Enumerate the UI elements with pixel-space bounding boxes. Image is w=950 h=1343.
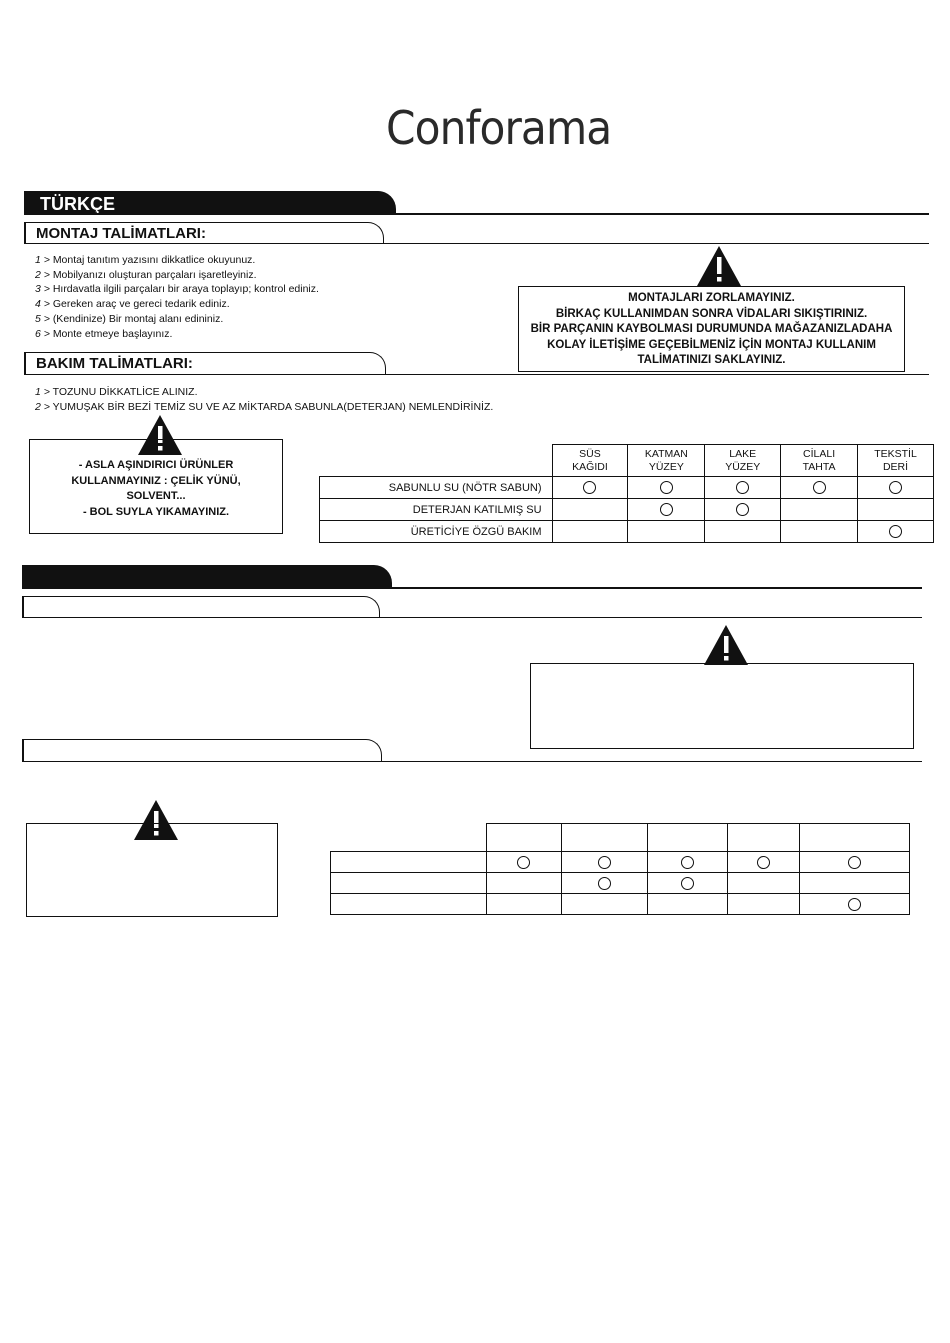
table-cell — [628, 521, 705, 543]
table-cell — [648, 852, 728, 873]
step-number: 2 > — [35, 268, 50, 281]
step-text: Mobilyanızı oluşturan parçaları işaretleyiniz. — [52, 268, 257, 281]
column-header-line: TAHTA — [802, 460, 836, 473]
table-row — [331, 894, 910, 915]
warning-line: BİR PARÇANIN KAYBOLMASI DURUMUNDA MAĞAZANIZLADAHA — [530, 323, 893, 335]
circle-mark-icon — [848, 856, 861, 869]
maintenance-heading: BAKIM TALİMATLARI: — [24, 352, 386, 374]
step-text: (Kendinize) Bir montaj alanı edininiz. — [52, 312, 224, 325]
circle-mark-icon — [660, 481, 673, 494]
step-number: 1 > — [35, 254, 50, 266]
table-cell — [486, 894, 561, 915]
care-table-blank — [330, 823, 910, 915]
section-rule — [24, 213, 929, 215]
circle-mark-icon — [517, 856, 530, 869]
step-number: 6 > — [35, 327, 50, 340]
column-header — [561, 824, 648, 852]
circle-mark-icon — [813, 481, 826, 494]
column-header-line: KAĞIDI — [572, 460, 608, 473]
warning-line: SOLVENT... — [126, 490, 186, 502]
maintenance-rule — [24, 374, 929, 375]
step-number: 2 > — [35, 400, 50, 413]
column-header — [781, 445, 858, 477]
row-label — [331, 894, 487, 915]
language-tab-blank — [22, 565, 392, 589]
table-cell — [858, 477, 934, 499]
maintenance-rule — [22, 761, 922, 762]
column-header-line: DERİ — [882, 460, 909, 473]
column-header — [705, 445, 781, 477]
table-cell — [552, 477, 628, 499]
table-cell — [648, 873, 728, 894]
table-cell — [800, 852, 910, 873]
circle-mark-icon — [681, 856, 694, 869]
step-text: YUMUŞAK BİR BEZİ TEMİZ SU VE AZ MİKTARDA SABUNLA(DETERJAN) NEMLENDİRİNİZ. — [52, 400, 494, 413]
table-cell — [552, 499, 628, 521]
column-header-line: YÜZEY — [725, 460, 761, 473]
column-header-line: KATMAN — [644, 447, 688, 460]
table-cell — [486, 852, 561, 873]
table-cell — [781, 477, 858, 499]
column-header-line: YÜZEY — [648, 460, 684, 473]
table-cell — [858, 521, 934, 543]
maintenance-warning-box-blank — [26, 823, 278, 917]
warning-line: KOLAY İLETİŞİME GEÇEBİLMENİZ İÇİN MONTAJ KULLANIM — [547, 338, 876, 351]
circle-mark-icon — [598, 877, 611, 890]
table-header-row — [331, 824, 910, 852]
list-item — [35, 400, 635, 415]
column-header — [486, 824, 561, 852]
column-header-line: CİLALI — [803, 447, 836, 460]
warning-line: - BOL SUYLA YIKAMAYINIZ. — [82, 505, 230, 518]
assembly-heading-blank — [22, 596, 380, 618]
table-header-row — [320, 445, 934, 477]
table-cell — [728, 873, 800, 894]
step-number: 1 > — [35, 386, 50, 398]
warning-line: BİRKAÇ KULLANIMDAN SONRA VİDALARI SIKIŞTIRINIZ. — [555, 307, 868, 320]
list-item — [35, 312, 505, 327]
table-cell — [561, 852, 648, 873]
table-cell — [858, 499, 934, 521]
maintenance-heading-blank — [22, 739, 382, 761]
brand-logo: Conforama — [386, 101, 612, 155]
table-cell — [728, 894, 800, 915]
row-label: ÜRETİCİYE ÖZGÜ BAKIM — [320, 521, 553, 543]
table-row — [320, 477, 934, 499]
column-header-line: TEKSTİL — [874, 447, 917, 460]
step-number: 4 > — [35, 298, 50, 311]
maintenance-warning-box — [29, 439, 283, 534]
assembly-warning-box-blank — [530, 663, 914, 749]
step-text: Hırdavatla ilgili parçaları bir araya toplayıp; kontrol ediniz. — [52, 283, 319, 296]
column-header — [858, 445, 934, 477]
table-row — [320, 499, 934, 521]
row-label: DETERJAN KATILMIŞ SU — [320, 499, 553, 521]
column-header — [648, 824, 728, 852]
circle-mark-icon — [598, 856, 611, 869]
row-label — [331, 873, 487, 894]
warning-line: KULLANMAYINIZ : ÇELİK YÜNÜ, — [71, 474, 241, 487]
table-row — [320, 521, 934, 543]
table-cell — [781, 521, 858, 543]
circle-mark-icon — [889, 481, 902, 494]
column-header — [628, 445, 705, 477]
step-number: 3 > — [35, 283, 50, 296]
list-item — [35, 297, 505, 312]
section-rule — [22, 587, 922, 589]
step-text: Monte etmeye başlayınız. — [52, 327, 173, 340]
table-row — [331, 852, 910, 873]
table-cell — [628, 477, 705, 499]
step-text: Gereken araç ve gereci tedarik ediniz. — [52, 298, 230, 311]
table-cell — [628, 499, 705, 521]
assembly-rule — [22, 617, 922, 618]
care-table — [319, 444, 934, 543]
table-cell — [561, 873, 648, 894]
warning-line: MONTAJLARI ZORLAMAYINIZ. — [628, 292, 795, 304]
assembly-warning-box — [518, 286, 905, 372]
table-cell — [728, 852, 800, 873]
table-cell — [705, 499, 781, 521]
table-row — [331, 873, 910, 894]
list-item — [35, 282, 505, 297]
warning-line: TALİMATINIZI SAKLAYINIZ. — [637, 354, 786, 366]
table-cell — [705, 477, 781, 499]
warning-line: - ASLA AŞINDIRICI ÜRÜNLER — [78, 459, 234, 471]
list-item — [35, 327, 505, 342]
maintenance-steps — [35, 385, 635, 414]
circle-mark-icon — [757, 856, 770, 869]
warning-triangle-icon — [696, 245, 742, 292]
table-cell — [561, 894, 648, 915]
assembly-heading: MONTAJ TALİMATLARI: — [24, 222, 384, 244]
circle-mark-icon — [889, 525, 902, 538]
language-tab: TÜRKÇE — [24, 191, 396, 215]
list-item — [35, 253, 505, 268]
column-header — [800, 824, 910, 852]
table-cell — [800, 894, 910, 915]
table-cell — [781, 499, 858, 521]
column-header-line: SÜS — [579, 447, 601, 460]
column-header — [552, 445, 628, 477]
list-item — [35, 268, 505, 283]
list-item — [35, 385, 635, 400]
assembly-steps — [35, 253, 505, 341]
step-number: 5 > — [35, 312, 50, 325]
row-label: SABUNLU SU (NÖTR SABUN) — [320, 477, 553, 499]
table-cell — [705, 521, 781, 543]
circle-mark-icon — [681, 877, 694, 890]
circle-mark-icon — [736, 481, 749, 494]
step-text: Montaj tanıtım yazısını dikkatlice okuyunuz. — [52, 254, 256, 266]
circle-mark-icon — [583, 481, 596, 494]
table-cell — [486, 873, 561, 894]
table-cell — [800, 873, 910, 894]
table-cell — [552, 521, 628, 543]
table-cell — [648, 894, 728, 915]
circle-mark-icon — [660, 503, 673, 516]
circle-mark-icon — [736, 503, 749, 516]
column-header — [728, 824, 800, 852]
column-header-line: LAKE — [729, 447, 757, 460]
circle-mark-icon — [848, 898, 861, 911]
assembly-rule — [24, 243, 929, 244]
step-text: TOZUNU DİKKATLİCE ALINIZ. — [52, 386, 198, 398]
row-label — [331, 852, 487, 873]
